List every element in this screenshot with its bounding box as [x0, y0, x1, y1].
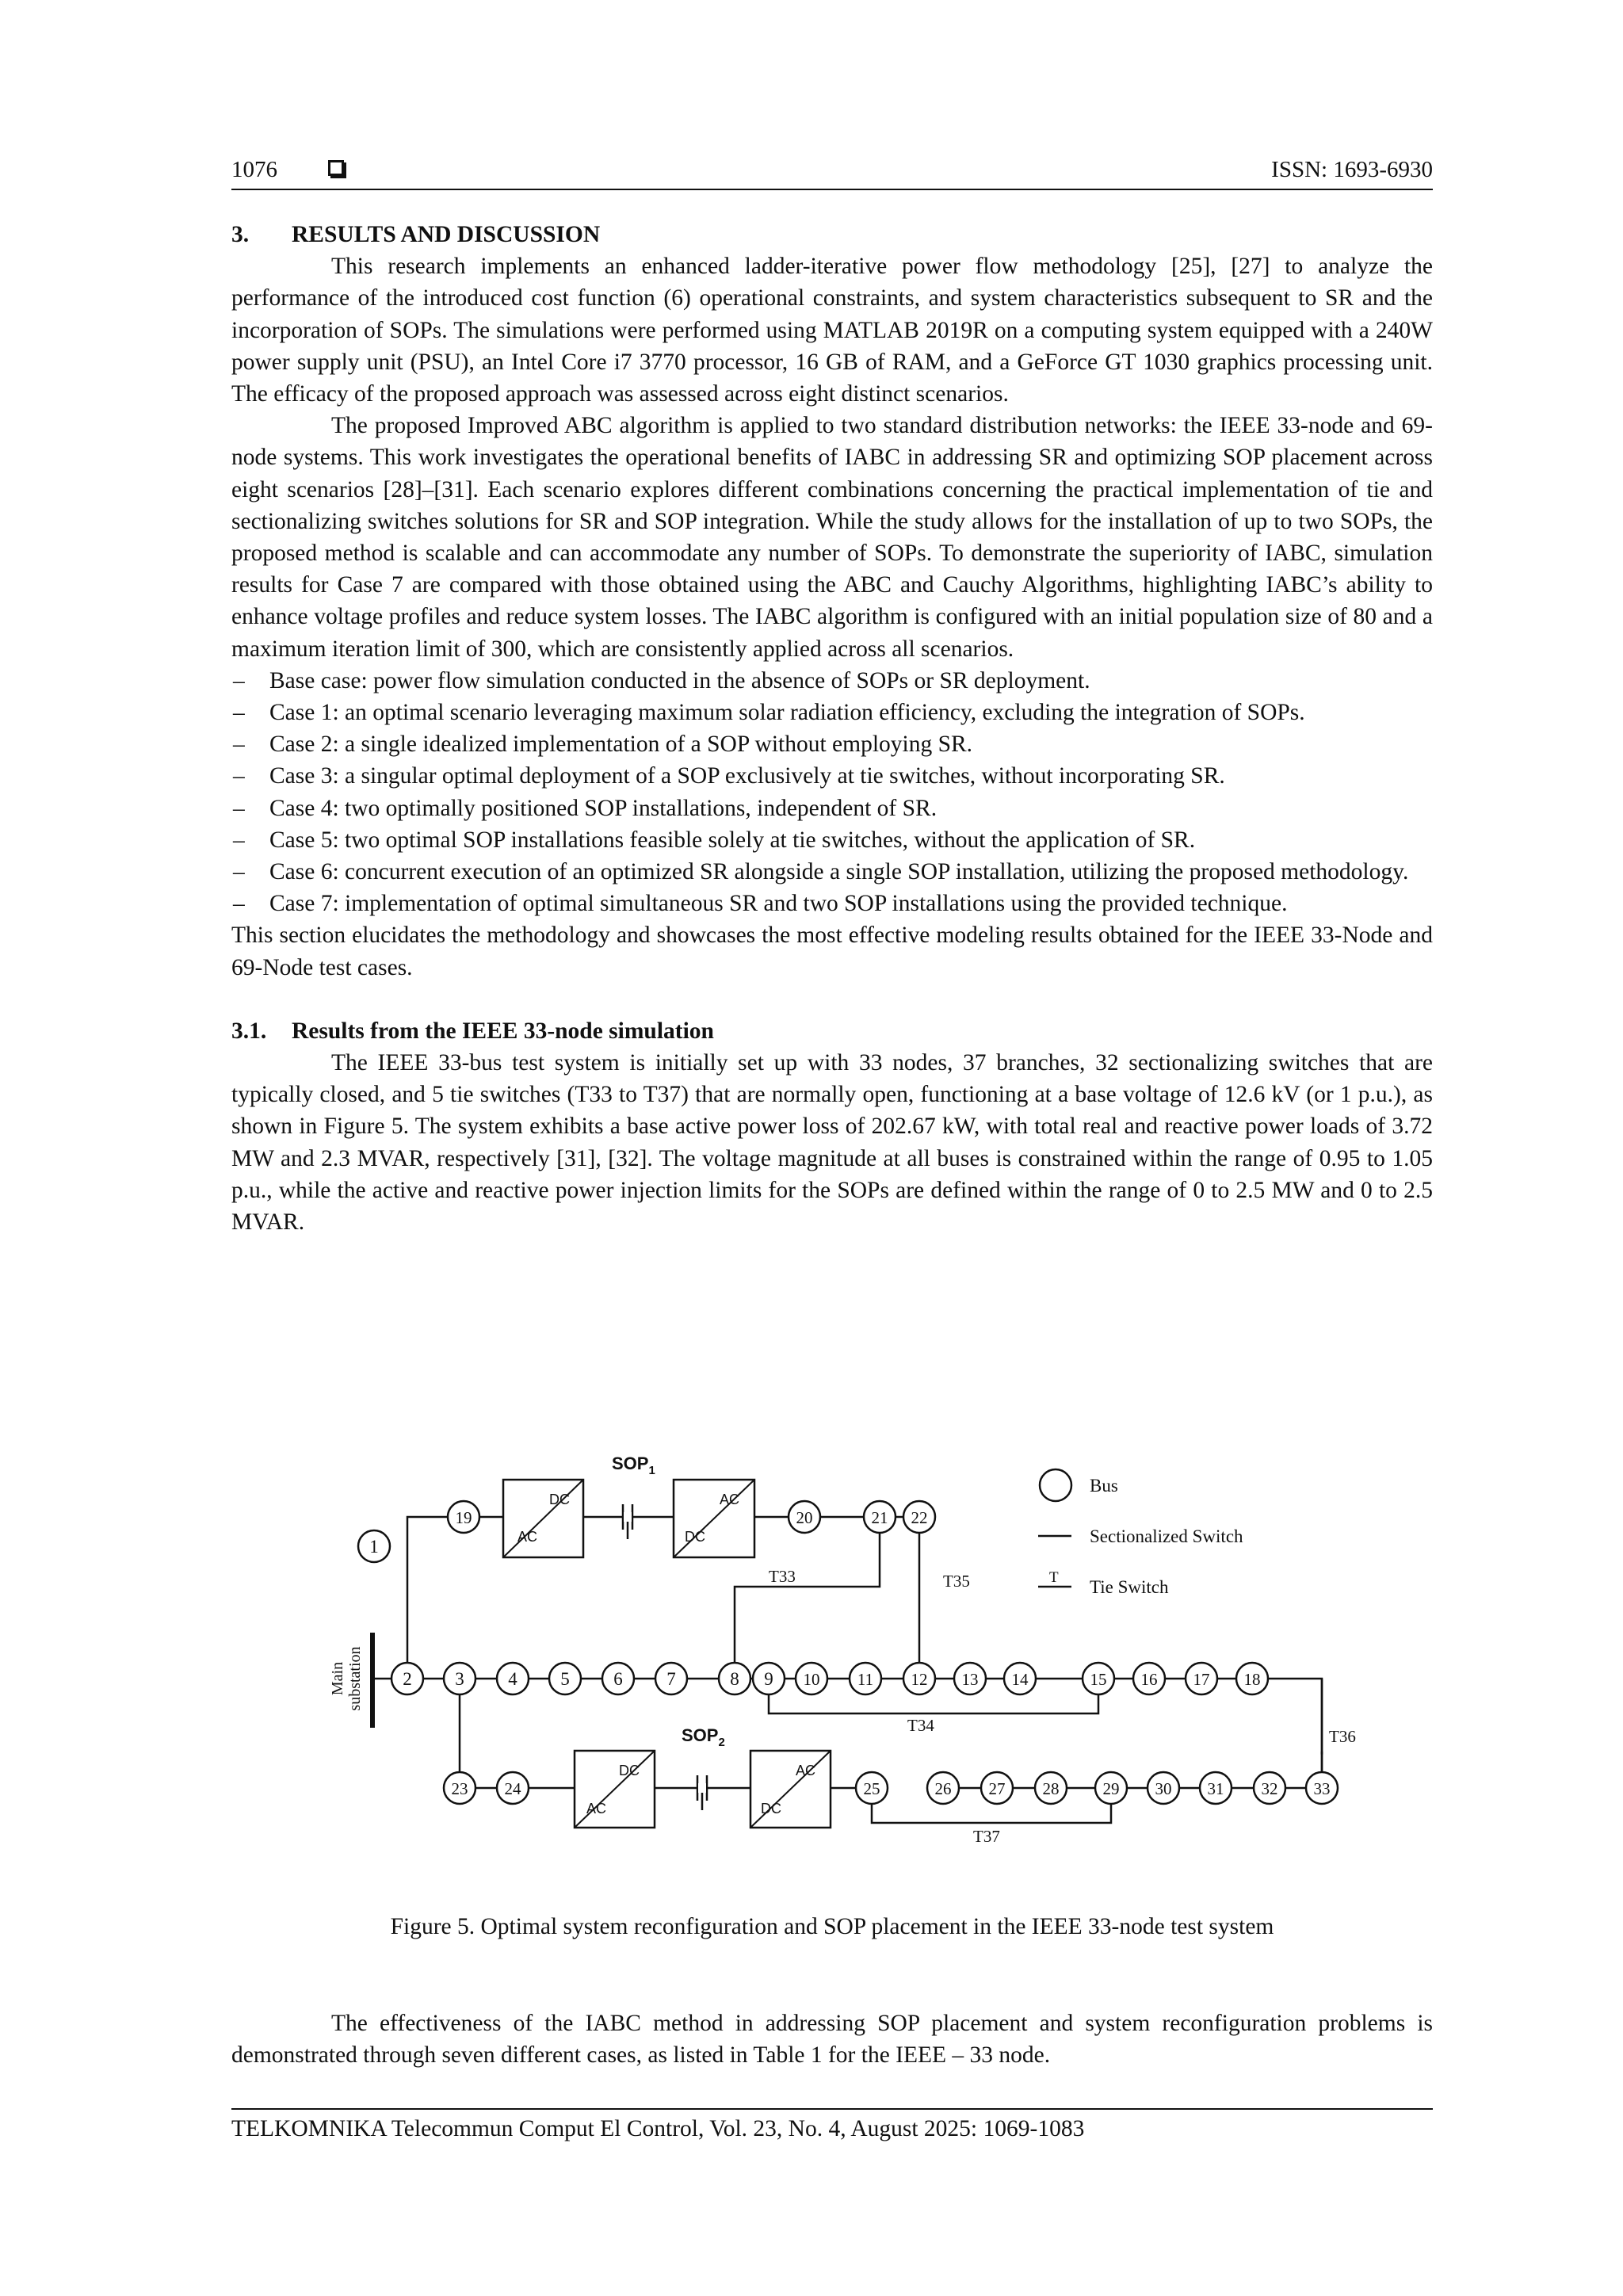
case-list: [231, 665, 1433, 920]
main-text: [231, 219, 1433, 1238]
ac-label: AC: [517, 1529, 538, 1545]
paragraph: The IEEE 33-bus test system is initially set up with 33 nodes, 37 branches, 32 sectionalizing switches that are typically closed, and 5 tie switches (T33 to T37) that are normally open, functioning at a base voltage of 12.6 kV (or 1 p.u.), as shown in Figure 5. The system exhibits a base active power loss of 202.67 kW, with total real and reactive power loads of 3.72 MW and 2.3 MVAR, respectively [31], [32]. The voltage magnitude at all buses is constrained within the range of 0.95 to 1.05 p.u., while the active and reactive power injection limits for the SOPs are defined within the range of 0 to 2.5 MW and 0 to 2.5 MVAR.: [231, 1050, 1433, 1236]
bus-11-label: 11: [857, 1670, 874, 1689]
bus-5-label: 5: [560, 1669, 570, 1689]
bus-7-label: 7: [666, 1669, 676, 1689]
bus-4-label: 4: [508, 1669, 517, 1689]
page-header: [231, 157, 1433, 190]
bus-24-label: 24: [504, 1779, 521, 1798]
bus-19-label: 19: [455, 1508, 472, 1527]
page-footer: TELKOMNIKA Telecommun Comput El Control, Vol. 23, No. 4, August 2025: 1069-1083: [231, 2108, 1433, 2142]
section-title: RESULTS AND DISCUSSION: [292, 222, 601, 247]
tie-label-t36: T36: [1329, 1727, 1356, 1746]
bus-25-label: 25: [863, 1779, 880, 1798]
list-item: – Case 6: concurrent execution of an optimized SR alongside a single SOP installation, utilizing the proposed methodology.: [231, 856, 1433, 888]
bus-3-label: 3: [455, 1669, 464, 1689]
bus-23-label: 23: [451, 1779, 468, 1798]
page-number: 1076: [231, 157, 277, 182]
section-heading: [231, 219, 1433, 250]
bus-16-label: 16: [1140, 1670, 1158, 1689]
bus-13-label: 13: [961, 1670, 979, 1689]
list-item: – Case 4: two optimally positioned SOP installations, independent of SR.: [231, 793, 1433, 824]
bus-8-label: 8: [730, 1669, 739, 1689]
subsection-heading: [231, 1015, 1433, 1047]
list-item: – Case 7: implementation of optimal simultaneous SR and two SOP installations using the provided technique.: [231, 888, 1433, 919]
bus-10-label: 10: [803, 1670, 820, 1689]
line-18-33: [1252, 1679, 1322, 1772]
sop1-label: $SOP_1$: [612, 1454, 655, 1477]
bus-31-label: 31: [1207, 1779, 1224, 1798]
substation-label-2: substation: [346, 1646, 364, 1711]
bus-29-label: 29: [1102, 1779, 1120, 1798]
bus-22-label: 22: [911, 1508, 928, 1527]
sop2-capacitor-icon: [697, 1775, 707, 1810]
list-item: – Case 5: two optimal SOP installations feasible solely at tie switches, without the application of SR.: [231, 824, 1433, 856]
paragraph: This research implements an enhanced ladder-iterative power flow methodology [25], [27] to analyze the performance of the introduced cost function (6) operational constraints, and system characteristics subsequent to SR and the incorporation of SOPs. The simulations were performed using MATLAB 2019R on a computing system equipped with a 240W power supply unit (PSU), an Intel Core i7 3770 processor, 16 GB of RAM, and a GeForce GT 1030 graphics processing unit. The efficacy of the proposed approach was assessed across eight distinct scenarios.: [231, 254, 1433, 407]
sop2-label: $SOP_2$: [682, 1725, 725, 1749]
dc-label: DC: [761, 1801, 781, 1817]
dc-label: DC: [549, 1492, 570, 1507]
ac-label: AC: [796, 1763, 816, 1778]
legend-bus-label: Bus: [1090, 1476, 1118, 1496]
legend: [1038, 1469, 1243, 1597]
dc-label: DC: [619, 1763, 640, 1778]
issn: ISSN: 1693-6930: [1271, 157, 1433, 182]
bus-12-label: 12: [911, 1670, 928, 1689]
bus-21-label: 21: [871, 1508, 888, 1527]
bus-20-label: 20: [796, 1508, 813, 1527]
bus-33-label: 33: [1313, 1779, 1331, 1798]
bus-2-label: 2: [403, 1669, 412, 1689]
substation-label-1: Main: [329, 1661, 346, 1696]
sop2-converter-left: [575, 1751, 655, 1828]
square-bullet-icon: [328, 160, 344, 176]
figure-caption: Figure 5. Optimal system reconfiguration and SOP placement in the IEEE 33-node test system: [390, 1914, 1274, 1939]
tie-label-t37: T37: [973, 1827, 1000, 1846]
paragraph: This section elucidates the methodology and showcases the most effective modeling results obtained for the IEEE 33-Node and 69-Node test cases.: [231, 923, 1433, 980]
tie-label-t35: T35: [943, 1572, 970, 1591]
sop1-converter-left: [503, 1480, 583, 1557]
section-number: 3.: [231, 222, 250, 247]
tie-label-t33: T33: [769, 1567, 796, 1586]
sop2-converter-right: [750, 1751, 831, 1828]
bus-14-label: 14: [1011, 1670, 1029, 1689]
figure-5: [309, 1435, 1356, 1894]
subsection-title: Results from the IEEE 33-node simulation: [292, 1018, 714, 1044]
legend-tie-label: Tie Switch: [1090, 1577, 1169, 1597]
legend-sectionalized-label: Sectionalized Switch: [1090, 1526, 1243, 1546]
bus-30-label: 30: [1155, 1779, 1172, 1798]
list-item: – Case 3: a singular optimal deployment of a SOP exclusively at tie switches, without incorporating SR.: [231, 760, 1433, 792]
legend-tie-symbol: T: [1049, 1569, 1059, 1586]
bus-1-label: 1: [369, 1537, 379, 1557]
bus-6-label: 6: [613, 1669, 623, 1689]
subsection-number: 3.1.: [231, 1018, 267, 1044]
list-item: – Case 1: an optimal scenario leveraging maximum solar radiation efficiency, excluding the integration of SOPs.: [231, 697, 1433, 728]
bus-32-label: 32: [1261, 1779, 1278, 1798]
bus-9-label: 9: [764, 1669, 773, 1689]
dc-label: DC: [685, 1529, 705, 1545]
tie-label-t34: T34: [907, 1716, 934, 1735]
legend-bus-icon: [1040, 1469, 1071, 1501]
sop1-converter-right: [674, 1480, 754, 1557]
list-item: – Case 2: a single idealized implementation of a SOP without employing SR.: [231, 728, 1433, 760]
tie-t33-line: [735, 1517, 880, 1679]
network-diagram: [309, 1435, 1356, 1894]
bus-15-label: 15: [1090, 1670, 1107, 1689]
ac-label: AC: [720, 1492, 740, 1507]
bus-27-label: 27: [988, 1779, 1006, 1798]
sop1-capacitor-icon: [623, 1504, 632, 1539]
bus-26-label: 26: [934, 1779, 952, 1798]
after-figure-text: [231, 2008, 1433, 2071]
line-2-19: [407, 1517, 447, 1679]
paragraph: The effectiveness of the IABC method in addressing SOP placement and system reconfiguration problems is demonstrated through seven different cases, as listed in Table 1 for the IEEE – 33 node.: [231, 2011, 1433, 2069]
ac-label: AC: [586, 1801, 607, 1817]
bus-18-label: 18: [1243, 1670, 1261, 1689]
bus-28-label: 28: [1042, 1779, 1060, 1798]
paragraph: The proposed Improved ABC algorithm is applied to two standard distribution networks: the IEEE 33-node and 69-node systems. This work investigates the operational benefits of IABC in addressing SR and optimizing SOP placement across eight scenarios [28]–[31]. Each scenario explores different combinations concerning the practical implementation of tie and sectionalizing switches solutions for SR and SOP integration. While the study allows for the installation of up to two SOPs, the proposed method is scalable and can accommodate any number of SOPs. To demonstrate the superiority of IABC, simulation results for Case 7 are compared with those obtained using the ABC and Cauchy Algorithms, highlighting IABC’s ability to enhance voltage profiles and reduce system losses. The IABC algorithm is configured with an initial population size of 80 and a maximum iteration limit of 300, which are consistently applied across all scenarios.: [231, 413, 1433, 662]
bus-17-label: 17: [1193, 1670, 1210, 1689]
list-item: – Base case: power flow simulation conducted in the absence of SOPs or SR deployment.: [231, 665, 1433, 697]
